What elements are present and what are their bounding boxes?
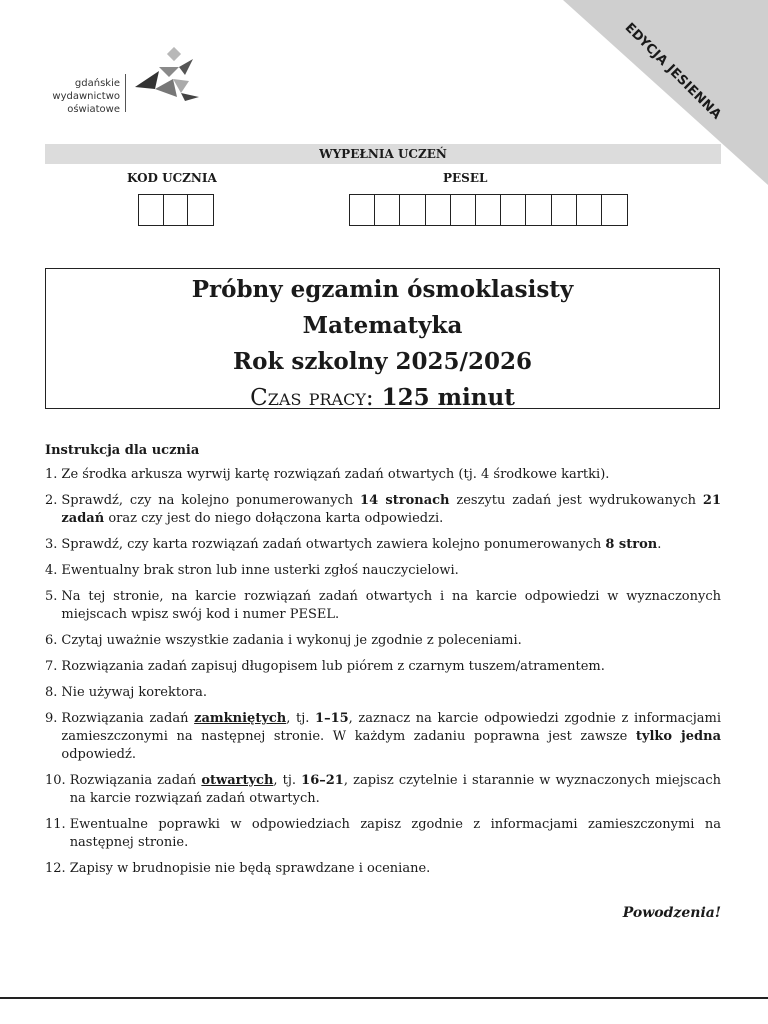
instruction-item: 7. Rozwiązania zadań zapisuj długopisem lub piórem z czarnym tuszem/atramentem. (45, 659, 605, 674)
instruction-item: 9. Rozwiązania zadań zamkniętych, tj. 1–15, zaznacz na karcie odpowiedzi zgodnie z informacjami zamieszczonymi na następnej stronie. W każdym zadaniu poprawna jest zawsze tylko jedna odpowiedź. (45, 711, 721, 762)
pesel-cell[interactable] (577, 195, 602, 225)
student-code-boxes[interactable] (138, 194, 214, 226)
instruction-item: 12. Zapisy w brudnopisie nie będą sprawdzane i oceniane. (45, 861, 431, 876)
publisher-name: gdańskie wydawnictwo oświatowe (52, 78, 120, 115)
code-cell[interactable] (139, 195, 164, 225)
instruction-item: 1. Ze środka arkusza wyrwij kartę rozwiązań zadań otwartych (tj. 4 środkowe kartki). (45, 467, 610, 482)
exam-title-box (45, 268, 720, 409)
pesel-cell[interactable] (426, 195, 451, 225)
instructions-heading: Instrukcja dla ucznia (45, 443, 200, 458)
edition-label: EDYCJA JESIENNA (621, 20, 725, 123)
pesel-label: PESEL (443, 171, 488, 185)
pesel-cell[interactable] (552, 195, 577, 225)
pesel-cell[interactable] (400, 195, 425, 225)
instruction-item: 3. Sprawdź, czy karta rozwiązań zadań otwartych zawiera kolejno ponumerowanych 8 stron. (45, 537, 662, 552)
duration-value: 125 minut (381, 384, 515, 411)
code-cell[interactable] (164, 195, 189, 225)
exam-duration (46, 380, 719, 416)
publisher-logo-icon (133, 47, 203, 103)
pesel-cell[interactable] (501, 195, 526, 225)
pesel-cell[interactable] (476, 195, 501, 225)
student-fills-header: WYPEŁNIA UCZEŃ (45, 144, 721, 164)
instruction-item: 2. Sprawdź, czy na kolejno ponumerowanych 14 stronach zeszytu zadań jest wydrukowanych 21 zadań oraz czy jest do niego dołączona karta odpowiedzi. (45, 493, 721, 526)
pesel-cell[interactable] (451, 195, 476, 225)
exam-title: Próbny egzamin ósmoklasisty (191, 276, 574, 303)
pesel-cell[interactable] (375, 195, 400, 225)
pesel-cell[interactable] (526, 195, 551, 225)
pesel-cell[interactable] (350, 195, 375, 225)
footer-rule (0, 997, 768, 999)
instruction-item: 5. Na tej stronie, na karcie rozwiązań zadań otwartych i na karcie odpowiedzi w wyznaczonych miejscach wpisz swój kod i numer PESEL. (45, 589, 721, 622)
instruction-item: 4. Ewentualny brak stron lub inne usterki zgłoś nauczycielowi. (45, 563, 459, 578)
good-luck-text: Powodzenia! (622, 905, 721, 921)
instruction-item: 6. Czytaj uważnie wszystkie zadania i wykonuj je zgodnie z poleceniami. (45, 633, 522, 648)
instruction-item: 11. Ewentualne poprawki w odpowiedziach zapisz zgodnie z informacjami zamieszczonymi na następnej stronie. (45, 817, 721, 850)
pesel-cell[interactable] (602, 195, 627, 225)
student-code-label: KOD UCZNIA (127, 171, 217, 185)
instruction-item: 8. Nie używaj korektora. (45, 685, 208, 700)
pesel-boxes[interactable] (349, 194, 628, 226)
code-cell[interactable] (188, 195, 213, 225)
instruction-item: 10. Rozwiązania zadań otwartych, tj. 16–21, zapisz czytelnie i starannie w wyznaczonych miejscach na karcie rozwiązań zadań otwartych. (45, 773, 721, 806)
instructions (45, 442, 721, 886)
school-year: Rok szkolny 2025/2026 (233, 348, 532, 375)
duration-label: Czas pracy: (250, 385, 374, 411)
publisher-divider (125, 74, 126, 112)
exam-subject: Matematyka (302, 312, 463, 339)
